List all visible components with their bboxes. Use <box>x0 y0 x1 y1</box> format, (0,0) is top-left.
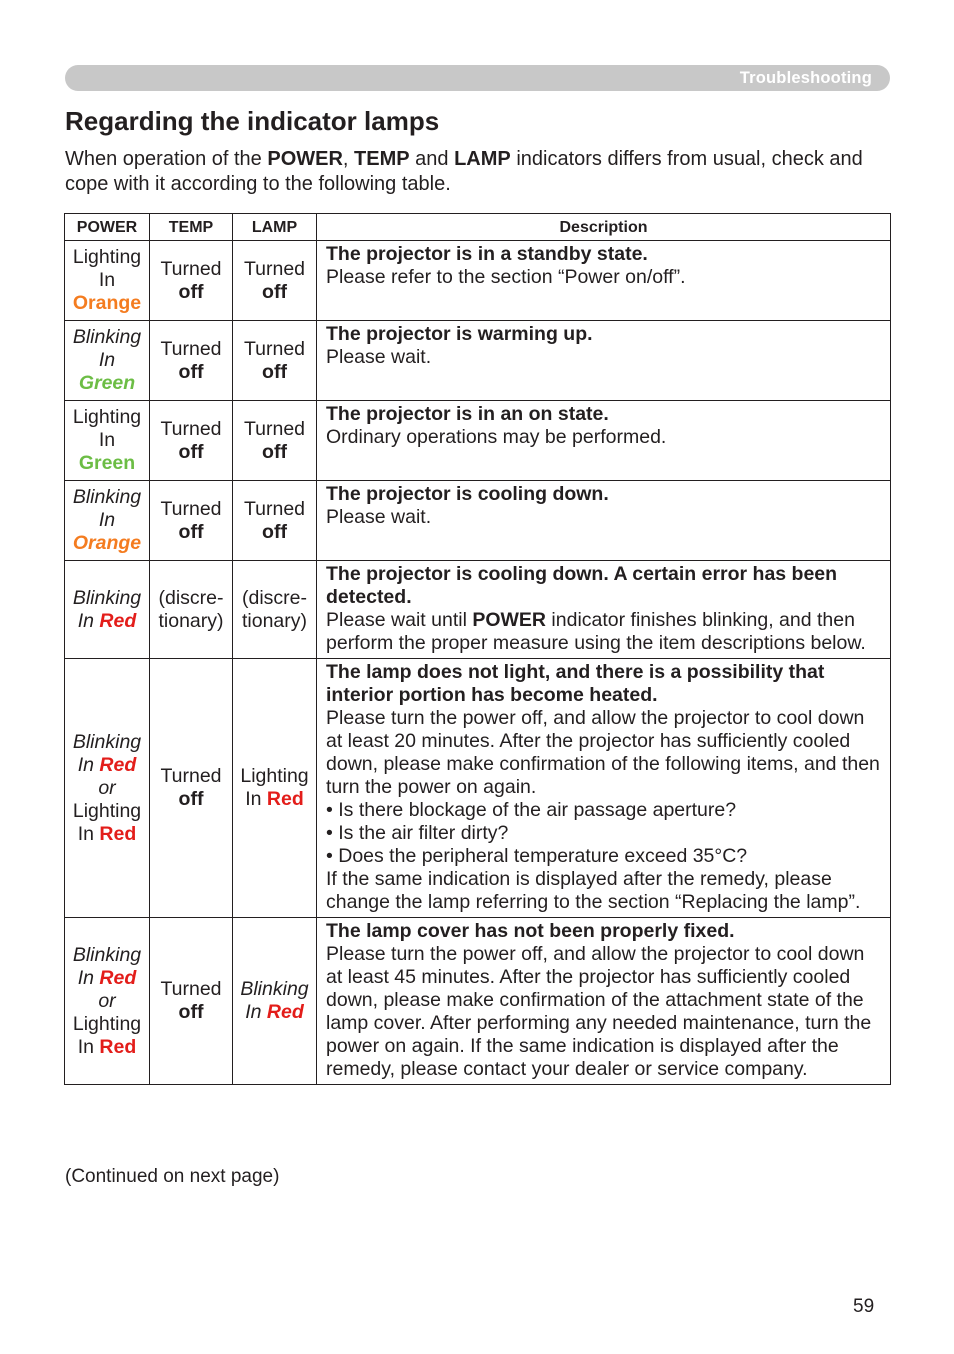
power-cell: Blinking In Red <box>65 561 150 659</box>
lamp-cell: Turned off <box>233 481 317 561</box>
power-cell: Blinking In Red or Lighting In Red <box>65 918 150 1085</box>
page-title: Regarding the indicator lamps <box>65 106 440 136</box>
table-row <box>65 241 891 321</box>
list-item: • Does the peripheral temperature exceed 35°C? <box>326 845 748 867</box>
temp-cell: Turned off <box>150 241 233 321</box>
lamp-cell: Turned off <box>233 401 317 481</box>
header-power: POWER <box>65 214 150 241</box>
power-cell: Blinking In Red or Lighting In Red <box>65 659 150 918</box>
intro-paragraph: When operation of the POWER, TEMP and LAMP indicators differs from usual, check and cope with it according to the following table. <box>65 148 863 195</box>
header-description: Description <box>317 214 891 241</box>
temp-cell: Turned off <box>150 659 233 918</box>
table-row <box>65 321 891 401</box>
lamp-cell: Turned off <box>233 241 317 321</box>
lamp-cell: (discre- tionary) <box>233 561 317 659</box>
section-label: Troubleshooting <box>739 69 872 87</box>
header-temp: TEMP <box>150 214 233 241</box>
page-number: 59 <box>853 1296 875 1317</box>
temp-cell: Turned off <box>150 481 233 561</box>
temp-cell: Turned off <box>150 918 233 1085</box>
list-item: • Is the air filter dirty? <box>326 822 509 844</box>
description-cell: The projector is warming up. Please wait. <box>317 321 891 401</box>
power-cell: Blinking In Green <box>65 321 150 401</box>
lamp-cell: Lighting In Red <box>233 659 317 918</box>
table-row <box>65 561 891 659</box>
continued-note: (Continued on next page) <box>65 1166 280 1187</box>
table-row <box>65 659 891 918</box>
temp-cell: (discre- tionary) <box>150 561 233 659</box>
table-row <box>65 918 891 1085</box>
description-cell: The projector is in an on state. Ordinary operations may be performed. <box>317 401 891 481</box>
power-cell: Lighting In Green <box>65 401 150 481</box>
list-item: • Is there blockage of the air passage aperture? <box>326 799 737 821</box>
section-header-bar <box>65 65 890 91</box>
power-cell: Blinking In Orange <box>65 481 150 561</box>
description-cell: The projector is cooling down. A certain error has been detected. Please wait until POWER indicator finishes blinking, and then perform the proper measure using the item descriptions below. <box>317 561 891 659</box>
table-row <box>65 401 891 481</box>
description-cell: The projector is in a standby state. Please refer to the section “Power on/off”. <box>317 241 891 321</box>
lamp-cell: Turned off <box>233 321 317 401</box>
description-cell: The lamp does not light, and there is a possibility that interior portion has become heated. Please turn the power off, and allow the projector to cool down at least 20 minutes. After the projector has sufficiently cooled down, please make confirmation of the following items, and then turn the power on again. • Is there blockage of the air passage aperture? • Is the air filter dirty? • Does the peripheral temperature exceed 35°C? If the same indication is displayed after the remedy, please change the lamp referring to the section “Replacing the lamp”. <box>317 659 891 918</box>
indicator-table <box>64 213 891 1085</box>
description-cell: The projector is cooling down. Please wait. <box>317 481 891 561</box>
description-cell: The lamp cover has not been properly fixed. Please turn the power off, and allow the projector to cool down at least 45 minutes. After the projector has sufficiently cooled down, please make confirmation of the attachment state of the lamp cover. After performing any needed maintenance, turn the power on again. If the same indication is displayed after the remedy, please contact your dealer or service company. <box>317 918 891 1085</box>
temp-cell: Turned off <box>150 321 233 401</box>
header-lamp: LAMP <box>233 214 317 241</box>
table-header-row <box>65 214 891 241</box>
table-row <box>65 481 891 561</box>
power-cell: Lighting In Orange <box>65 241 150 321</box>
temp-cell: Turned off <box>150 401 233 481</box>
lamp-cell: Blinking In Red <box>233 918 317 1085</box>
